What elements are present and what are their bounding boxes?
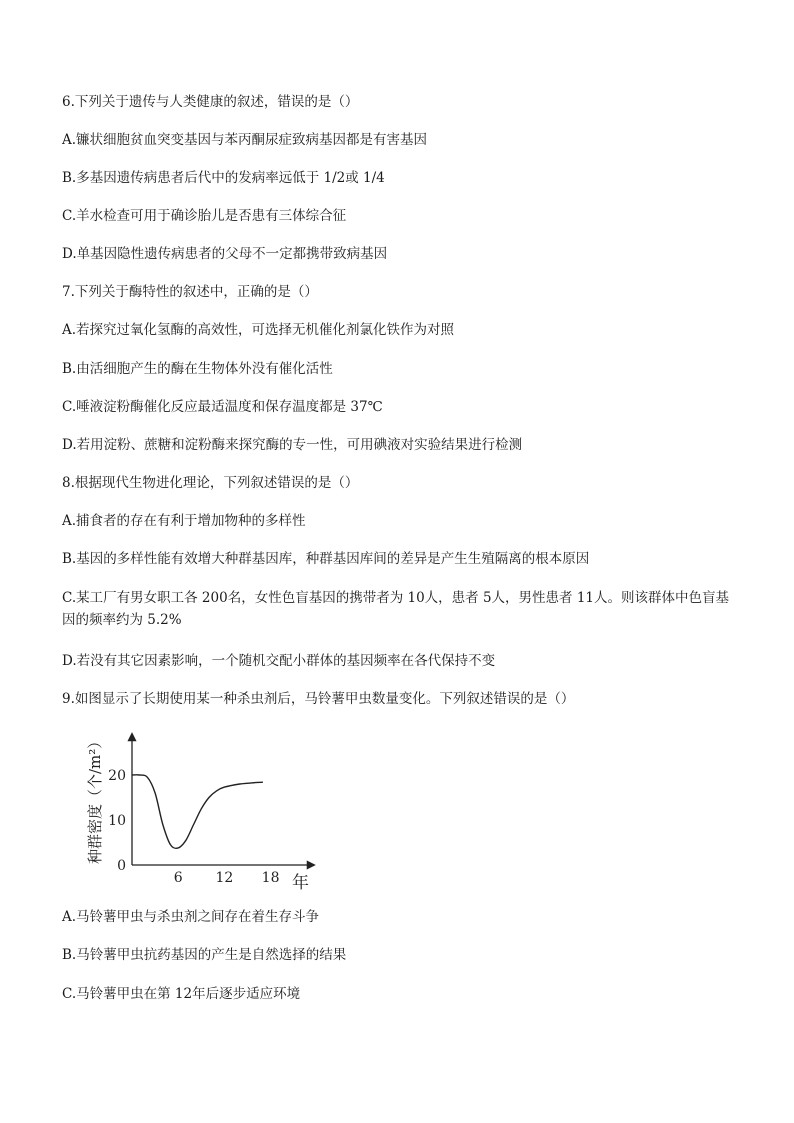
y-tick-label: 10 [108,813,126,829]
q9-option-b: B.马铃薯甲虫抗药基因的产生是自然选择的结果 [62,947,347,963]
q6-option-b: B.多基因遗传病患者后代中的发病率远低于 1/2或 1/4 [62,170,385,186]
q7-option-d: D.若用淀粉、蔗糖和淀粉酶来探究酶的专一性，可用碘液对实验结果进行检测 [62,437,523,453]
q8-option-a: A.捕食者的存在有利于增加物种的多样性 [62,513,306,529]
q8-stem: 8.根据现代生物进化理论，下列叙述错误的是（） [62,475,359,491]
q9-option-a: A.马铃薯甲虫与杀虫剂之间存在着生存斗争 [62,909,320,925]
q9-stem: 9.如图显示了长期使用某一种杀虫剂后，马铃薯甲虫数量变化。下列叙述错误的是（） [62,691,575,707]
q6-stem: 6.下列关于遗传与人类健康的叙述，错误的是（） [62,94,359,110]
q6-option-c: C.羊水检查可用于确诊胎儿是否患有三体综合征 [62,208,347,224]
y-tick-label: 20 [108,768,126,784]
q8-option-b: B.基因的多样性能有效增大种群基因库，种群基因库间的差异是产生生殖隔离的根本原因 [62,551,590,567]
q6-option-d: D.单基因隐性遗传病患者的父母不一定都携带致病基因 [62,246,388,262]
q6-option-a: A.镰状细胞贫血突变基因与苯丙酮尿症致病基因都是有害基因 [62,132,428,148]
q7-stem: 7.下列关于酶特性的叙述中，正确的是（） [62,284,318,300]
q8-option-d: D.若没有其它因素影响，一个随机交配小群体的基因频率在各代保持不变 [62,653,496,669]
x-tick-label: 18 [261,870,280,886]
population-density-chart [80,728,320,890]
q7-option-c: C.唾液淀粉酶催化反应最适温度和保存温度都是 37℃ [62,399,383,415]
y-axis-label: 种群密度（个/m²） [86,733,104,864]
y-tick-label: 0 [117,858,126,874]
x-tick-label: 6 [173,870,183,886]
population-curve [132,775,263,848]
q8-option-c: C.某工厂有男女职工各 200名，女性色盲基因的携带者为 10人，患者 5人，男性患者 11人。则该群体中色盲基因的频率约为 5.2% [62,590,730,628]
x-axis-label: 年 [292,873,309,890]
q9-option-c: C.马铃薯甲虫在第 12年后逐步适应环境 [62,986,301,1002]
q7-option-b: B.由活细胞产生的酶在生物体外没有催化活性 [62,361,333,377]
x-tick-label: 12 [215,870,234,886]
q7-option-a: A.若探究过氧化氢酶的高效性，可选择无机催化剂氯化铁作为对照 [62,322,455,338]
